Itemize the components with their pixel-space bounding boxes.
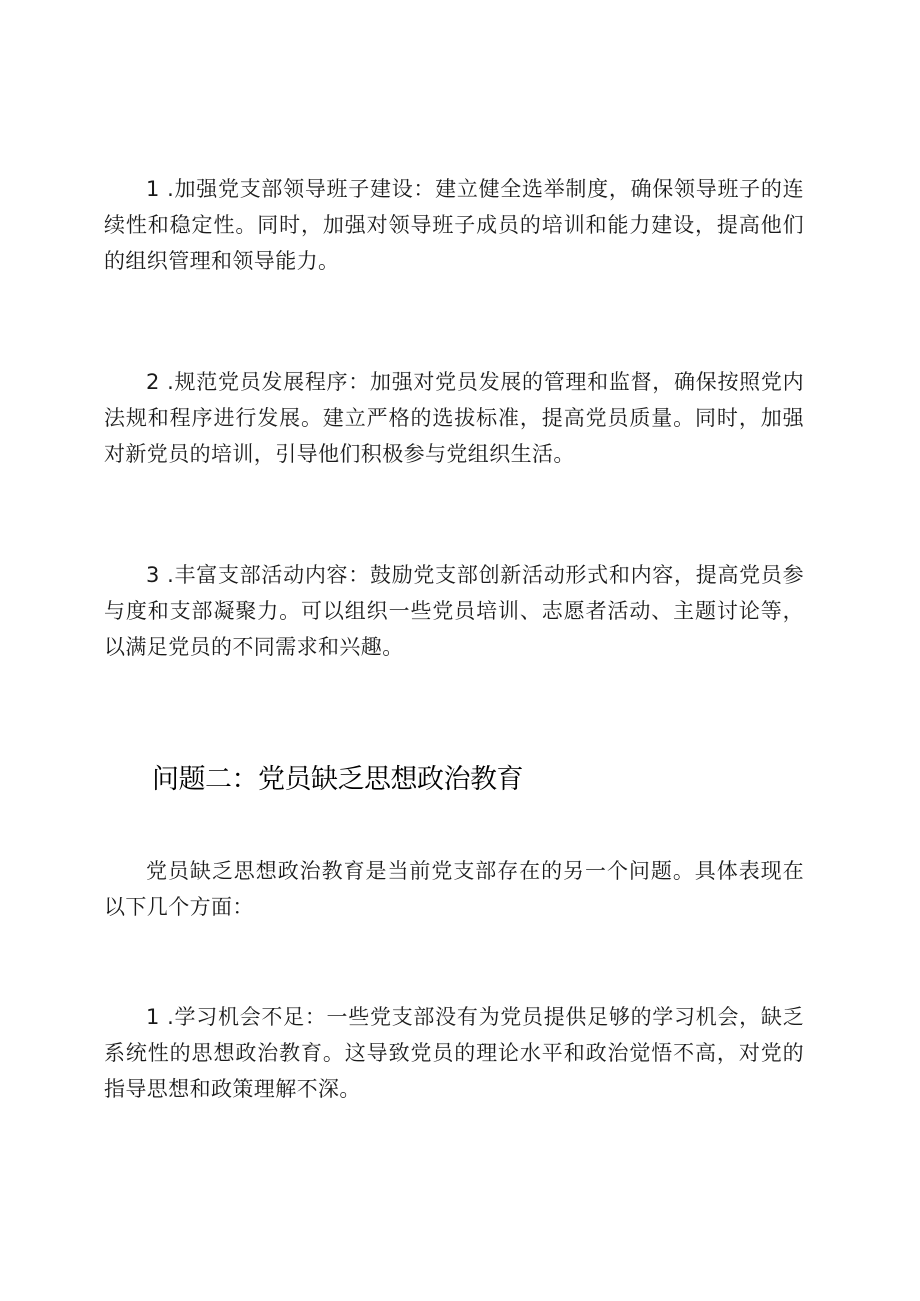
section-heading: 问题二：党员缺乏思想政治教育: [152, 764, 523, 795]
section-intro-paragraph: 党员缺乏思想政治教育是当前党支部存在的另一个问题。具体表现在以下几个方面：: [104, 859, 804, 919]
issue-paragraph-1: 1 .学习机会不足：一些党支部没有为党员提供足够的学习机会，缺乏系统性的思想政治教育。这导致党员的理论水平和政治觉悟不高，对党的指导思想和政策理解不深。: [104, 1005, 804, 1101]
measure-paragraph-1: 1 .加强党支部领导班子建设：建立健全选举制度，确保领导班子的连续性和稳定性。同时，加强对领导班子成员的培训和能力建设，提高他们的组织管理和领导能力。: [104, 177, 804, 273]
measure-paragraph-3: 3 .丰富支部活动内容：鼓励党支部创新活动形式和内容，提高党员参与度和支部凝聚力。可以组织一些党员培训、志愿者活动、主题讨论等，以满足党员的不同需求和兴趣。: [104, 563, 804, 659]
measure-paragraph-2: 2 .规范党员发展程序：加强对党员发展的管理和监督，确保按照党内法规和程序进行发展。建立严格的选拔标准，提高党员质量。同时，加强对新党员的培训，引导他们积极参与党组织生活。: [104, 370, 804, 466]
